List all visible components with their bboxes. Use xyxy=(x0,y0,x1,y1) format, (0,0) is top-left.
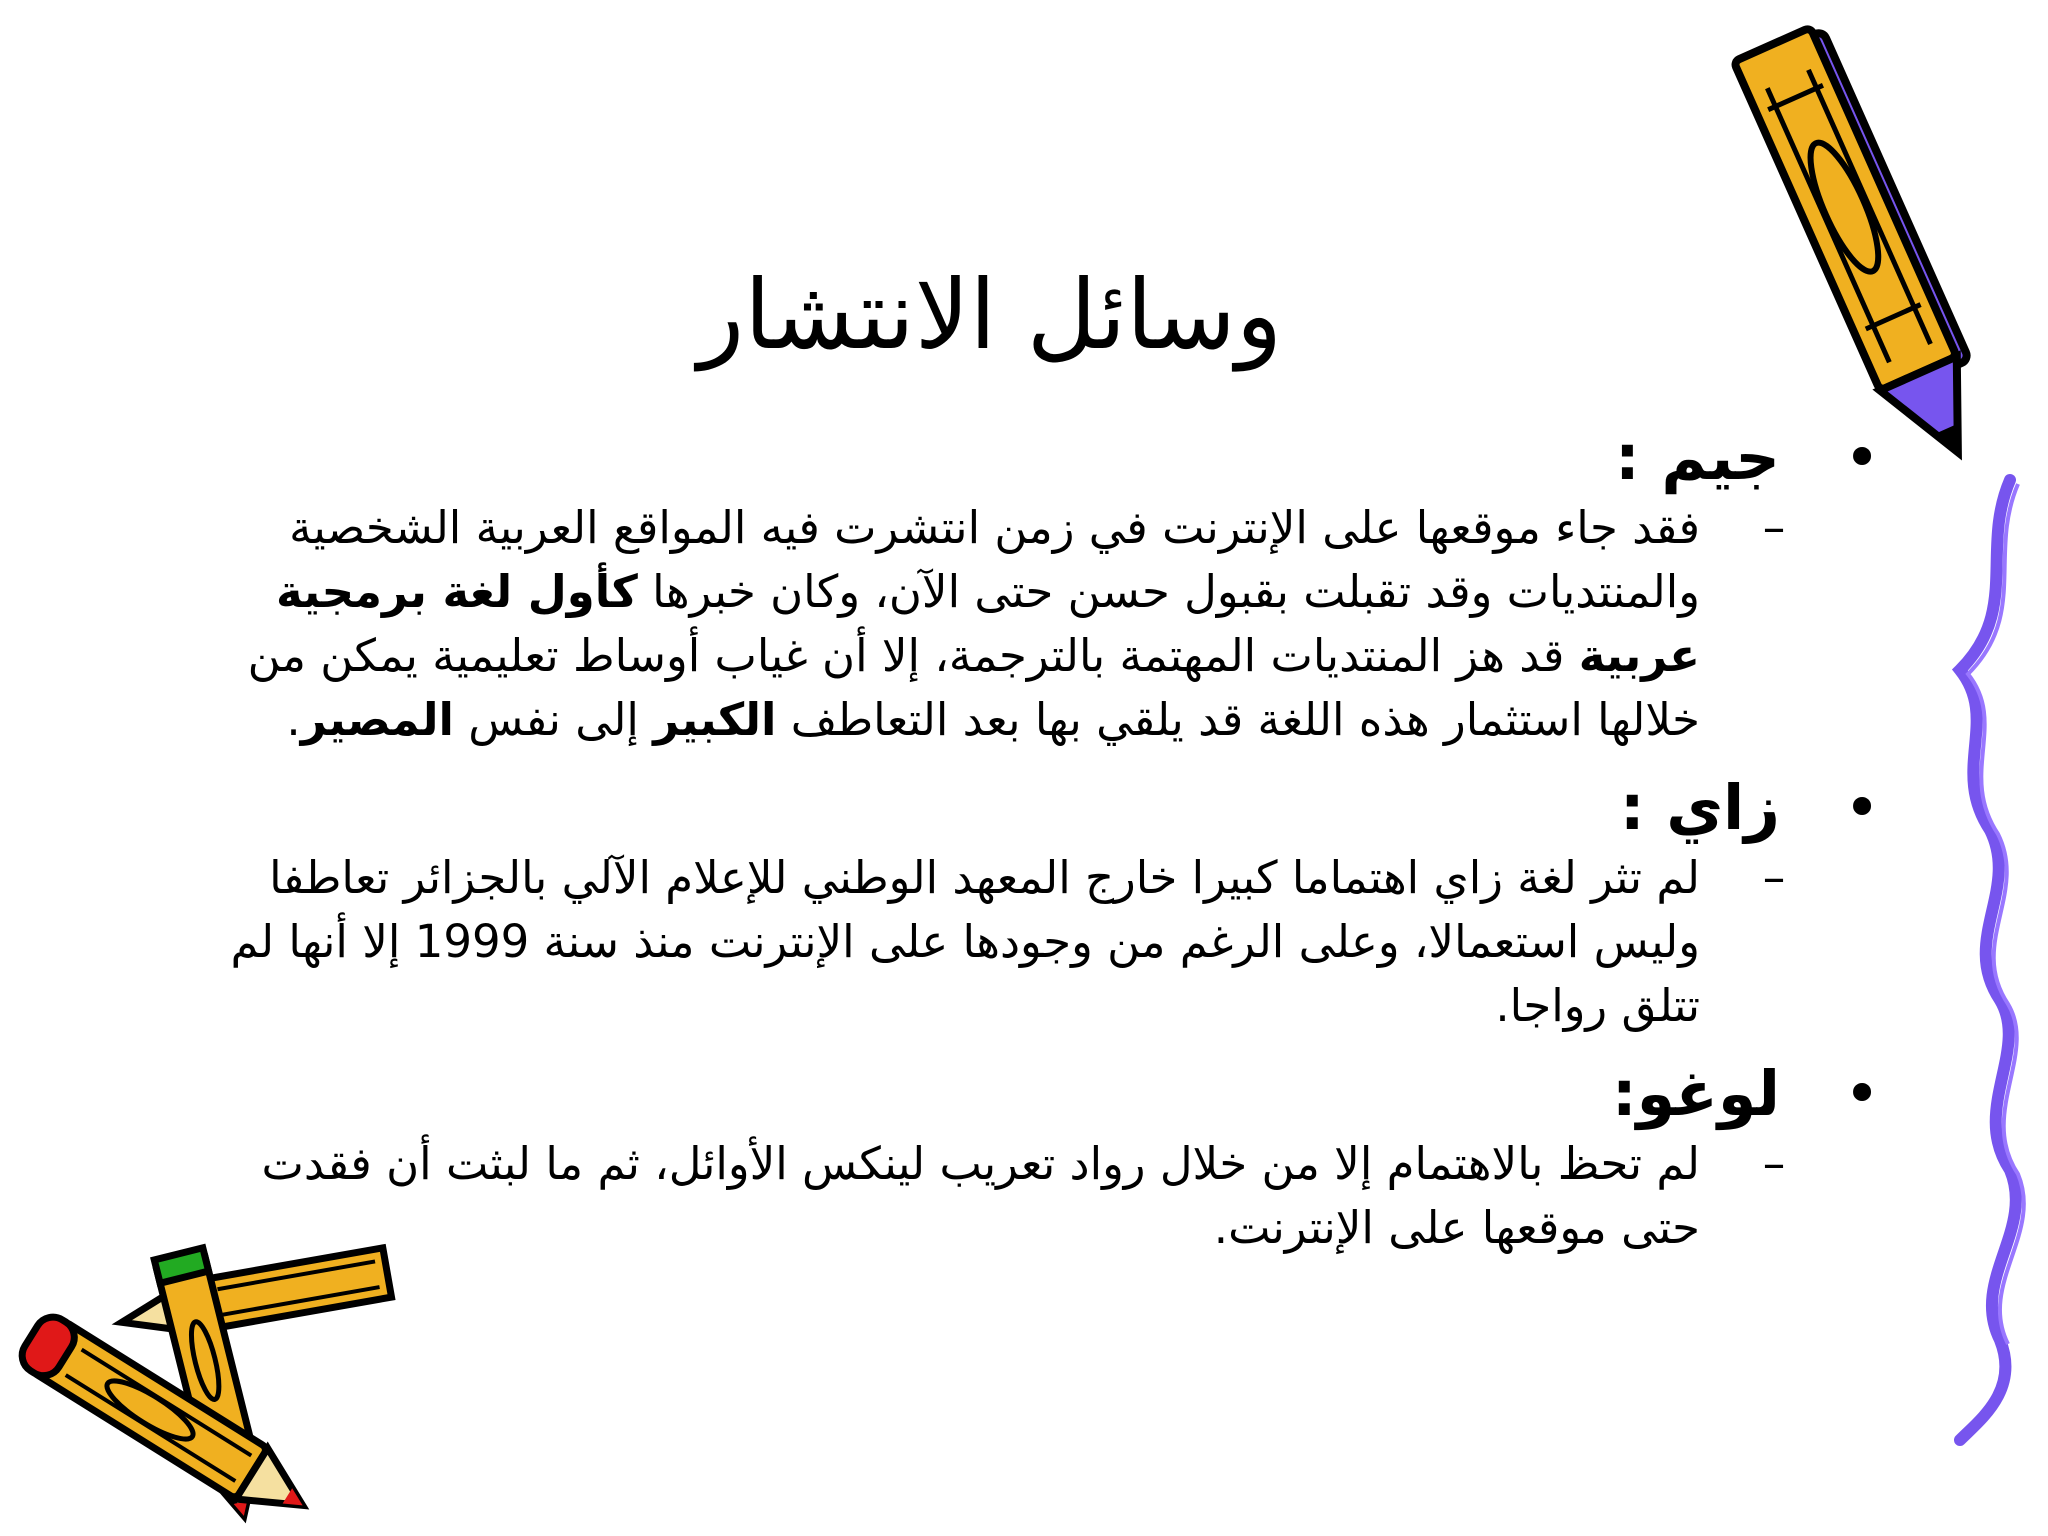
dash-marker: – xyxy=(1762,851,1786,904)
squiggle-line xyxy=(1940,470,2040,1450)
bullet-heading-jim xyxy=(170,420,1900,496)
pencil-icon xyxy=(1720,0,2020,490)
dash-marker: – xyxy=(1762,501,1786,554)
text-part-bold: كأول لغة برمجية عربية xyxy=(276,565,1700,682)
pencils-cluster-icon xyxy=(0,1240,420,1530)
heading-text: جيم : xyxy=(1615,421,1780,494)
bullet-heading-logo xyxy=(170,1056,1900,1132)
sub-bullet-jim xyxy=(170,496,1900,752)
bullet-dot: • xyxy=(1843,771,1881,844)
text-part: قد هز المنتديات المهتمة بالترجمة، إلا أن غياب أوساط تعليمية يمكن من خلالها استثمار هذه اللغة قد يلقي بها بعد التعاطف xyxy=(247,629,1700,746)
bullet-dot: • xyxy=(1843,1057,1881,1130)
text-part: . xyxy=(286,693,301,746)
slide-content xyxy=(170,420,1900,1278)
paragraph-text: لم تحظ بالاهتمام إلا من خلال رواد تعريب لينكس الأوائل، ثم ما لبثت أن فقدت حتى موقعها على الإنترنت. xyxy=(261,1137,1700,1254)
text-part: فقد جاء موقعها على الإنترنت في زمن انتشرت فيه المواقع العربية الشخصية والمنتديات وقد تقبلت بقبول حسن حتى الآن، وكان خبرها xyxy=(289,501,1700,618)
slide-title: وسائل الانتشار xyxy=(697,259,1283,371)
sub-bullet-logo xyxy=(170,1132,1900,1260)
text-part: إلى نفس xyxy=(453,693,654,746)
text-part-bold: الكبير xyxy=(653,693,777,746)
bullet-dot: • xyxy=(1843,421,1881,494)
dash-marker: – xyxy=(1762,1137,1786,1190)
heading-text: زاي : xyxy=(1619,771,1780,844)
paragraph-text: لم تثر لغة زاي اهتماما كبيرا خارج المعهد الوطني للإعلام الآلي بالجزائر تعاطفا وليس استعمالا، وعلى الرغم من وجودها على الإنترنت منذ سنة 1999 إلا أنها لم تتلق رواجا. xyxy=(230,851,1700,1032)
heading-text: لوغو: xyxy=(1611,1057,1780,1130)
bullet-heading-zay xyxy=(170,770,1900,846)
text-part-bold: المصير xyxy=(300,693,454,746)
paragraph-text xyxy=(248,501,1700,746)
sub-bullet-zay xyxy=(170,846,1900,1038)
